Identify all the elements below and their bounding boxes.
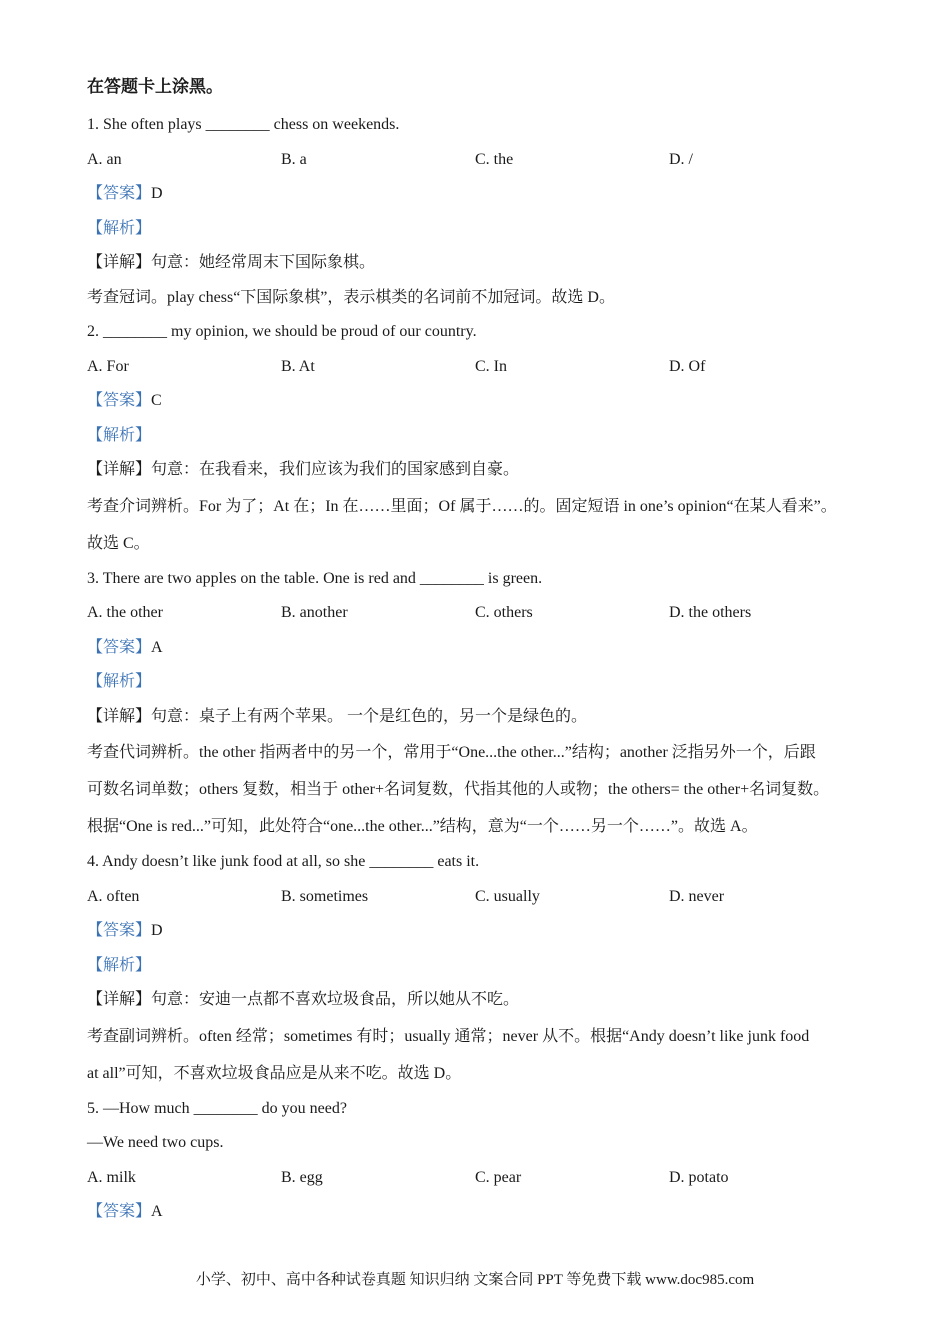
explanation-line: 故选 C。 [87, 534, 150, 552]
option-c: C. the [475, 150, 514, 168]
detail-text: 句意：在我看来，我们应该为我们的国家感到自豪。 [151, 461, 520, 478]
option-c: C. In [475, 357, 507, 375]
page-footer: 小学、初中、高中各种试卷真题 知识归纳 文案合同 PPT 等免费下载 www.doc985.com [195, 1272, 755, 1288]
section-heading: 在答题卡上涂黑。 [87, 77, 223, 97]
detail-line [87, 700, 877, 735]
option-b: B. a [281, 150, 307, 168]
detail-label: 【详解】 [87, 991, 152, 1008]
detail-label: 【详解】 [87, 707, 152, 725]
option-row [87, 596, 877, 631]
question-stem: 1. She often plays ________ chess on weekends. [87, 116, 400, 133]
question-stem: 5. —How much ________ do you need? [87, 1099, 347, 1117]
explanation-line: 根据“One is red...”可知，此处符合“one...the other...”结构，意为“一个……另一个……”。故选 A。 [87, 818, 758, 835]
answer-label: 【答案】 [87, 638, 152, 656]
explanation-line: 可数名词单数；others 复数，相当于 other+名词复数，代指其他的人或物；the others= the other+名词复数。 [87, 781, 830, 798]
question-stem: 3. There are two apples on the table. One is red and ________ is green. [87, 569, 543, 587]
explanation-line: 考查副词辨析。often 经常；sometimes 有时；usually 通常；never 从不。根据“Andy doesn’t like junk food [87, 1027, 810, 1045]
option-c: C. pear [475, 1168, 522, 1186]
option-a: A. For [87, 357, 129, 375]
question-stem: 2. ________ my opinion, we should be proud of our country. [87, 323, 477, 340]
option-row [87, 143, 877, 178]
answer-label: 【答案】 [87, 185, 152, 202]
option-d: D. potato [669, 1168, 729, 1186]
explanation-line: 考查介词辨析。For 为了；At 在；In 在……里面；Of 属于……的。固定短语 in one’s opinion“在某人看来”。 [87, 497, 837, 515]
analysis-label: 【解析】 [87, 426, 152, 444]
answer-value: C [151, 392, 162, 409]
detail-text: 句意：安迪一点都不喜欢垃圾食品，所以她从不吃。 [151, 991, 520, 1008]
option-row [87, 1161, 877, 1196]
explanation-line: 考查冠词。play chess“下国际象棋”，表示棋类的名词前不加冠词。故选 D。 [87, 288, 615, 306]
explanation-line: at all”可知，不喜欢垃圾食品应是从来不吃。故选 D。 [87, 1064, 462, 1082]
option-d: D. the others [669, 604, 752, 621]
question-stem-reply: —We need two cups. [87, 1134, 224, 1151]
option-b: B. egg [281, 1168, 323, 1186]
option-c: C. others [475, 604, 533, 621]
option-b: B. another [281, 604, 348, 621]
detail-line [87, 453, 877, 488]
detail-label: 【详解】 [87, 461, 152, 478]
answer-line [87, 914, 877, 949]
detail-label: 【详解】 [87, 254, 152, 271]
answer-label: 【答案】 [87, 1203, 152, 1220]
option-c: C. usually [475, 887, 540, 905]
option-row [87, 880, 877, 915]
analysis-label: 【解析】 [87, 956, 152, 974]
detail-text: 句意：她经常周末下国际象棋。 [151, 254, 376, 271]
answer-value: A [151, 638, 163, 656]
option-a: A. the other [87, 604, 163, 621]
option-row [87, 350, 877, 385]
option-b: B. At [281, 357, 315, 375]
option-a: A. an [87, 150, 122, 168]
answer-label: 【答案】 [87, 922, 152, 939]
answer-line [87, 177, 877, 212]
answer-line [87, 631, 877, 666]
option-d: D. never [669, 887, 725, 905]
option-d: D. / [669, 150, 693, 168]
detail-line [87, 983, 877, 1018]
document-body [87, 74, 877, 1230]
detail-text: 句意：桌子上有两个苹果。 一个是红色的，另一个是绿色的。 [151, 707, 588, 725]
answer-line [87, 1195, 877, 1230]
analysis-label: 【解析】 [87, 673, 152, 690]
explanation-line: 考查代词辨析。the other 指两者中的另一个，常用于“One...the other...”结构；another 泛指另外一个，后跟 [87, 744, 816, 761]
answer-value: A [151, 1203, 163, 1220]
option-b: B. sometimes [281, 887, 369, 905]
analysis-label: 【解析】 [87, 219, 152, 237]
answer-value: D [151, 922, 163, 939]
answer-value: D [151, 185, 163, 202]
question-stem: 4. Andy doesn’t like junk food at all, so she ________ eats it. [87, 853, 480, 870]
option-d: D. Of [669, 357, 706, 375]
answer-line [87, 384, 877, 419]
option-a: A. often [87, 887, 140, 905]
option-a: A. milk [87, 1168, 136, 1186]
answer-label: 【答案】 [87, 392, 152, 409]
detail-line [87, 246, 877, 281]
